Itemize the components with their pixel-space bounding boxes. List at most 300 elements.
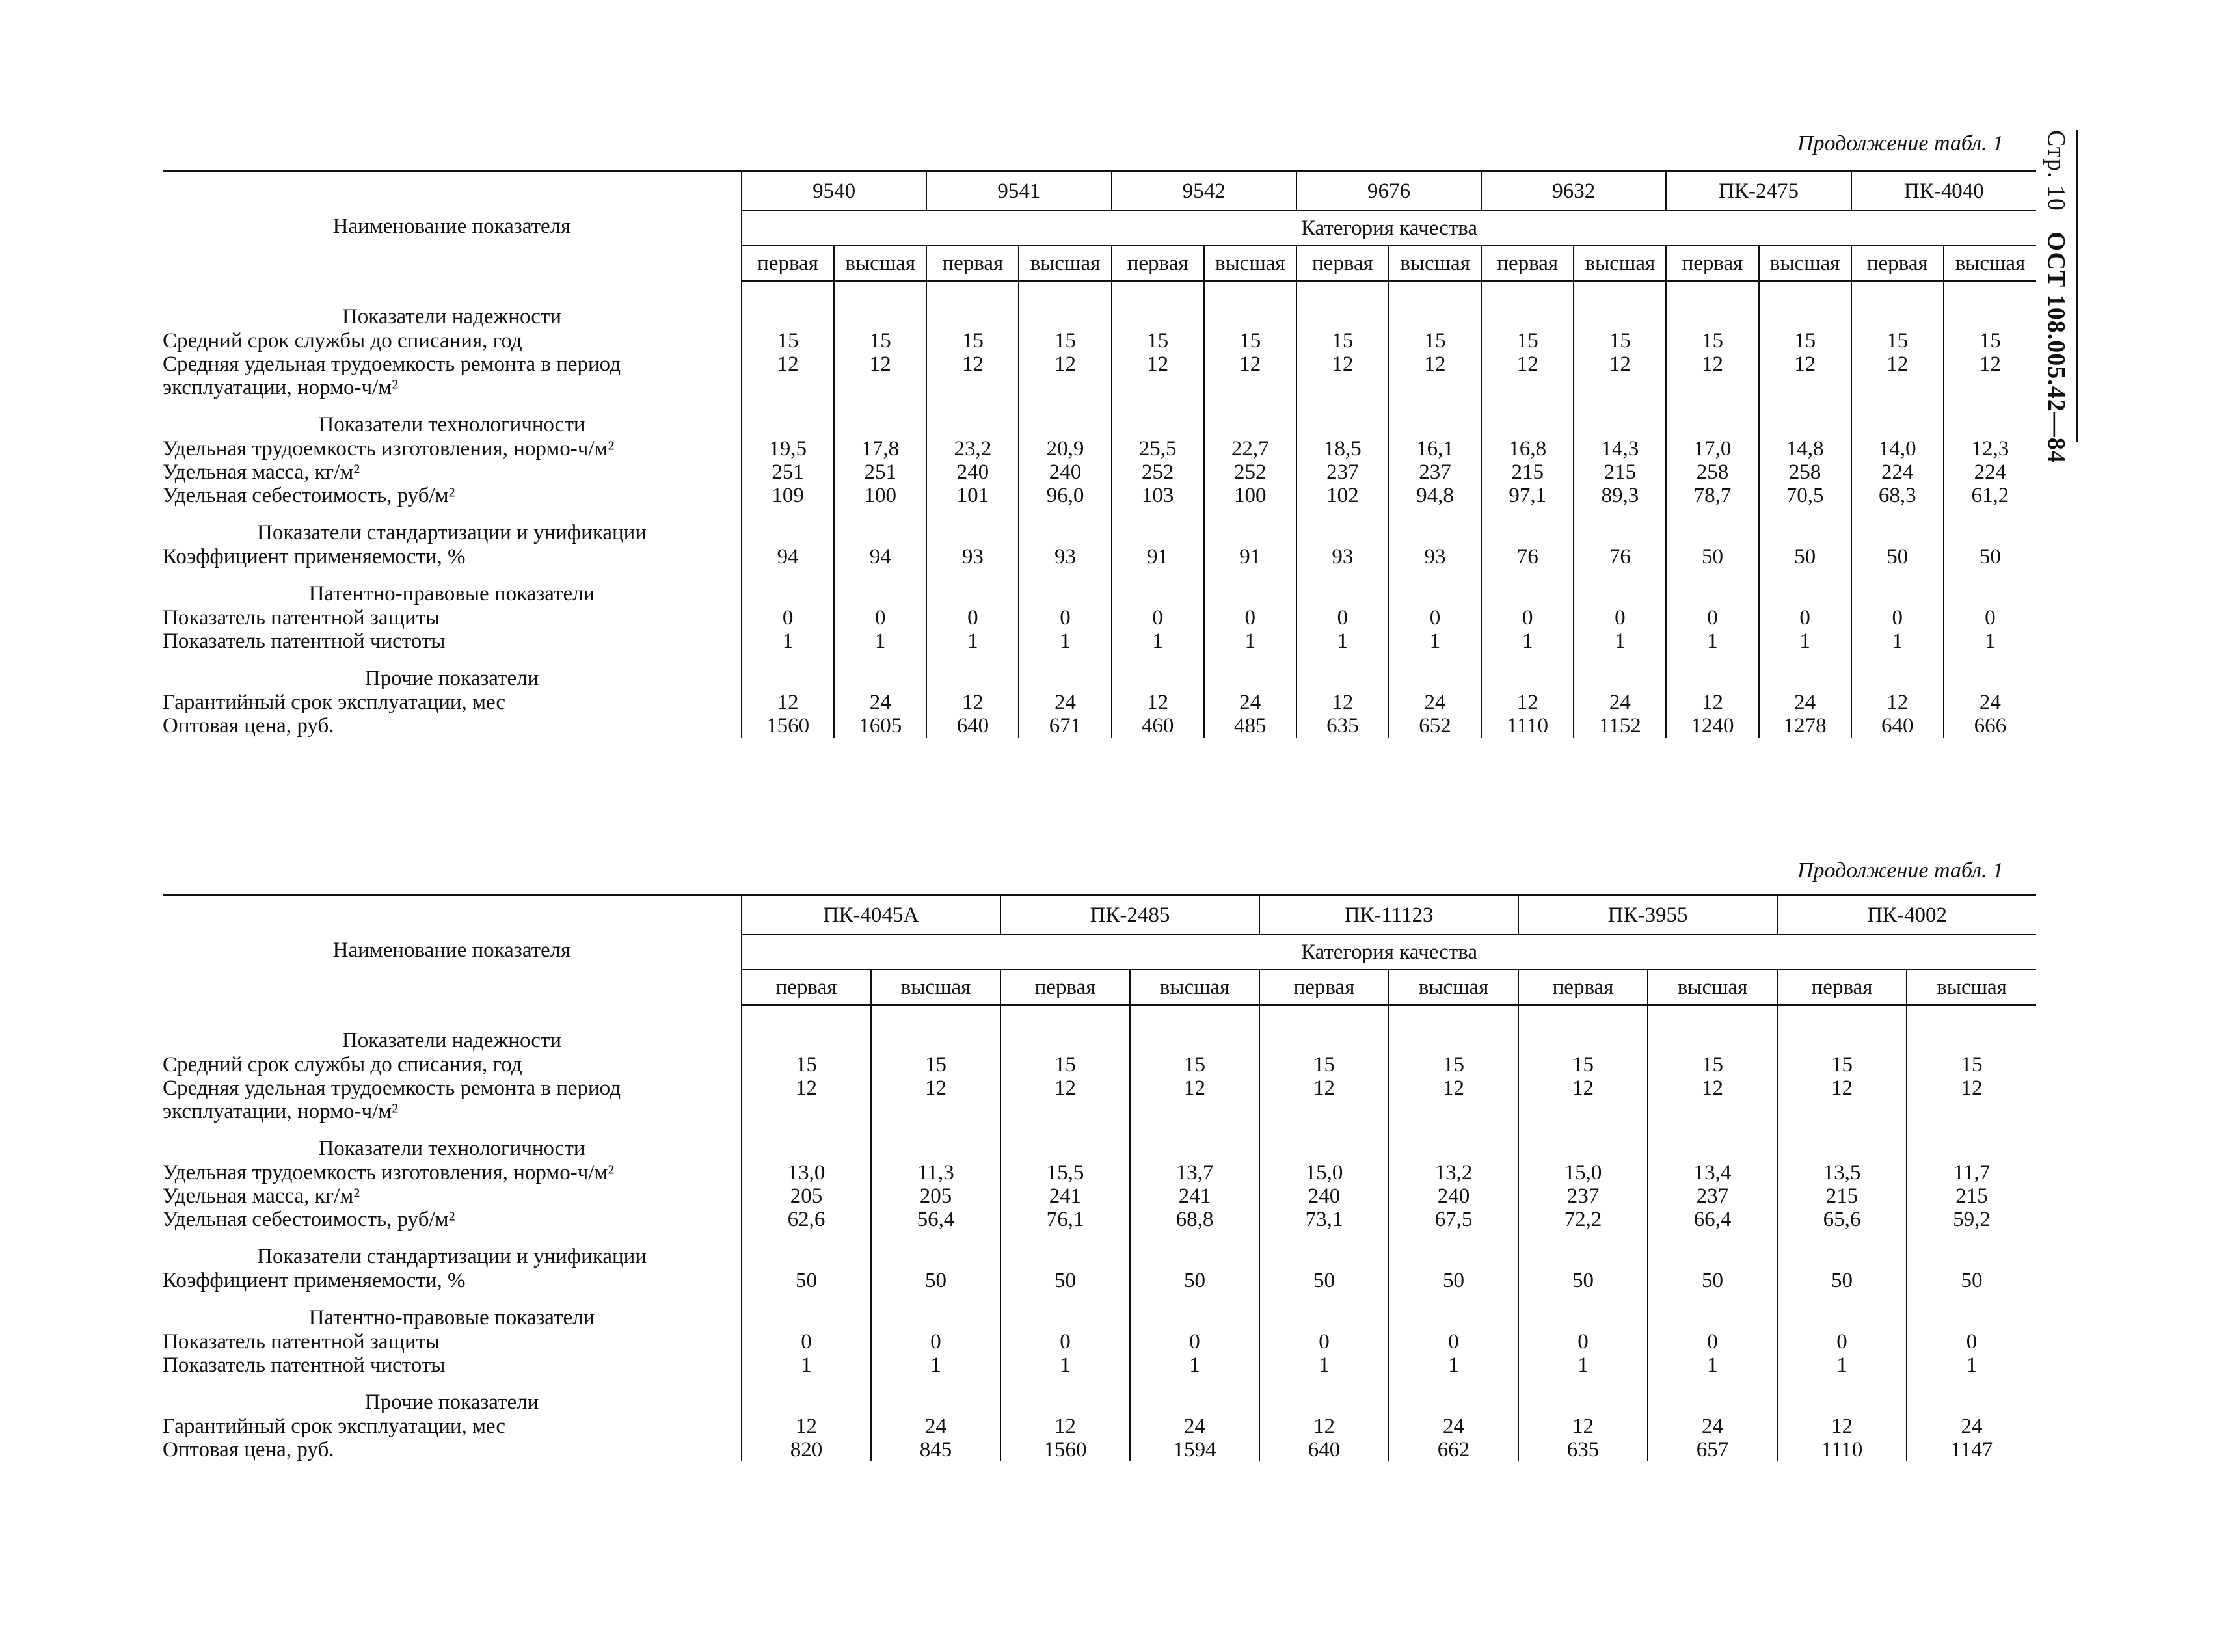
value: 72,2 (1564, 1208, 1602, 1231)
section-gap-cell (1518, 1231, 1648, 1269)
section-gap-cell (1851, 399, 1944, 437)
grade-high-header: высшая (1759, 246, 1851, 282)
value-cell (742, 1053, 871, 1123)
value: 12 (1313, 1076, 1335, 1100)
value: 0 (1060, 606, 1071, 630)
section-gap-cell (1130, 1123, 1259, 1161)
section-gap-cell (834, 399, 926, 437)
value: 19,5 (769, 437, 807, 460)
value: 662 (1437, 1438, 1470, 1461)
value: 15 (1332, 329, 1354, 353)
section-gap-cell (1296, 568, 1389, 606)
category-header: Категория качества (742, 211, 2036, 246)
value: 50 (1054, 1269, 1077, 1292)
section-gap-cell (1759, 653, 1851, 691)
value: 15,5 (1046, 1161, 1084, 1184)
section-gap-cell (871, 1123, 1000, 1161)
spacer-cell (742, 282, 834, 292)
indicator-label: Гарантийный срок эксплуатации, мес (163, 1415, 506, 1438)
value: 1 (1577, 1353, 1589, 1377)
section-gap-cell (1204, 653, 1296, 691)
value-cell (1666, 545, 1758, 568)
value: 240 (1437, 1184, 1470, 1208)
value-cell (1019, 606, 1111, 653)
data-row (163, 545, 2036, 568)
value: 89,3 (1601, 484, 1639, 507)
value: 67,5 (1434, 1208, 1473, 1231)
value: 12 (1184, 1076, 1206, 1100)
value: 24 (1443, 1415, 1465, 1438)
section-row (163, 291, 2036, 329)
spacer-cell (1389, 1006, 1518, 1016)
value-cell (1296, 437, 1389, 507)
value-cell (1019, 545, 1111, 568)
value-cell (1518, 1330, 1648, 1377)
section-gap-cell (1389, 653, 1481, 691)
value: 17,0 (1693, 437, 1732, 460)
value-cell (1851, 437, 1944, 507)
section-gap-cell (1000, 1231, 1130, 1269)
section-gap-cell (1777, 1015, 1907, 1053)
section-gap-cell (1648, 1231, 1777, 1269)
section-gap-cell (1019, 291, 1111, 329)
section-gap-cell (1112, 507, 1204, 545)
spacer-cell (1666, 282, 1758, 292)
model-header: 9632 (1481, 172, 1666, 211)
section-gap-cell (1777, 1123, 1907, 1161)
value: 12 (1831, 1415, 1853, 1438)
value-cell (1389, 691, 1481, 738)
value: 12 (1831, 1076, 1853, 1100)
section-gap-cell (742, 1015, 871, 1053)
value: 15 (1961, 1053, 1983, 1076)
section-gap-cell (1777, 1231, 1907, 1269)
section-title: Патентно-правовые показатели (308, 582, 595, 606)
section-gap-cell (742, 291, 834, 329)
value: 1152 (1598, 714, 1641, 738)
section-gap-cell (926, 568, 1019, 606)
value: 0 (1189, 1330, 1200, 1353)
value: 68,8 (1175, 1208, 1214, 1231)
document-code: ОСТ 108.005.42—84 (2043, 232, 2070, 464)
value-cell (1759, 545, 1851, 568)
value: 237 (1326, 460, 1359, 484)
value-cell (1389, 1161, 1518, 1231)
grade-first-header: первая (1259, 970, 1389, 1006)
section-gap-cell (1296, 653, 1389, 691)
value: 1 (1152, 630, 1163, 653)
value: 24 (925, 1415, 946, 1438)
value: 93 (1332, 545, 1354, 568)
section-gap-cell (1259, 1123, 1389, 1161)
value: 93 (961, 545, 984, 568)
spacer-row (163, 1006, 2036, 1016)
indicator-label: Оптовая цена, руб. (163, 714, 334, 738)
section-gap-cell (1907, 1377, 2036, 1415)
column-header-indicator-name: Наименование показателя (163, 172, 742, 282)
section-gap-cell (1000, 1123, 1130, 1161)
value: 78,7 (1693, 484, 1732, 507)
section-gap-cell (1481, 653, 1574, 691)
section-gap-cell (742, 568, 834, 606)
value: 50 (1961, 1269, 1983, 1292)
section-gap-cell (871, 1015, 1000, 1053)
value: 215 (1511, 460, 1544, 484)
section-gap-cell (1574, 399, 1666, 437)
value: 1 (1615, 630, 1626, 653)
value: 12 (796, 1415, 817, 1438)
data-row (163, 1269, 2036, 1292)
section-row (163, 1292, 2036, 1330)
value-cell (1907, 1161, 2036, 1231)
table-continuation-caption: Продолжение табл. 1 (1797, 131, 2004, 155)
value-cell (1481, 691, 1574, 738)
value: 635 (1326, 714, 1359, 738)
value: 635 (1566, 1438, 1600, 1461)
indicator-label: Удельная себестоимость, руб/м² (163, 484, 455, 507)
value: 820 (790, 1438, 823, 1461)
value: 15 (1831, 1053, 1853, 1076)
value-cell (1759, 329, 1851, 399)
indicator-label: Показатель патентной чистоты (163, 1353, 446, 1377)
value-cell (1944, 691, 2036, 738)
section-gap-cell (926, 399, 1019, 437)
data-row (163, 691, 2036, 738)
grade-high-header: высшая (1944, 246, 2036, 282)
section-title: Показатели технологичности (318, 413, 585, 436)
section-gap-cell (1204, 507, 1296, 545)
value: 12 (1794, 353, 1816, 376)
value-cell (871, 1161, 1000, 1231)
value: 15 (925, 1053, 946, 1076)
section-gap-cell (1259, 1292, 1389, 1330)
value-cell (1648, 1415, 1777, 1461)
grade-first-header: первая (1481, 246, 1574, 282)
value: 17,8 (861, 437, 900, 460)
value: 15 (1239, 329, 1261, 353)
value: 12,3 (1971, 437, 2009, 460)
indicator-label: Коэффициент применяемости, % (163, 1269, 466, 1292)
spacer-cell (1851, 282, 1944, 292)
section-gap-cell (1851, 568, 1944, 606)
value: 1 (930, 1353, 941, 1377)
section-title: Показатели технологичности (318, 1137, 585, 1160)
value-cell (1259, 1415, 1389, 1461)
section-gap-cell (1130, 1015, 1259, 1053)
value: 65,6 (1823, 1208, 1861, 1231)
data-row (163, 1161, 2036, 1231)
value: 12 (777, 353, 799, 376)
value: 101 (956, 484, 989, 507)
value: 258 (1788, 460, 1821, 484)
value-cell (1481, 437, 1574, 507)
page-number: Стр. 10 (2043, 130, 2070, 211)
section-title: Показатели стандартизации и унификации (257, 521, 647, 544)
data-row (163, 1415, 2036, 1461)
grade-high-header: высшая (1019, 246, 1111, 282)
section-gap-cell (1759, 291, 1851, 329)
value-cell (1481, 606, 1574, 653)
value: 0 (1892, 606, 1903, 630)
spacer-cell (926, 282, 1019, 292)
value: 671 (1049, 714, 1082, 738)
spacer-row (163, 282, 2036, 292)
value: 15 (777, 329, 799, 353)
value: 0 (801, 1330, 812, 1353)
section-row (163, 1015, 2036, 1053)
value: 70,5 (1786, 484, 1824, 507)
value: 25,5 (1138, 437, 1177, 460)
section-gap-cell (1389, 1292, 1518, 1330)
value-cell (926, 545, 1019, 568)
section-row (163, 568, 2036, 606)
value: 100 (864, 484, 896, 507)
spacer-cell (1296, 282, 1389, 292)
value-cell (1481, 545, 1574, 568)
value: 12 (1147, 691, 1169, 714)
value: 652 (1419, 714, 1451, 738)
value-cell (1204, 691, 1296, 738)
value-cell (1130, 1161, 1259, 1231)
value-cell (1851, 691, 1944, 738)
value: 1 (782, 630, 794, 653)
model-header: 9676 (1296, 172, 1481, 211)
spacer-cell (1204, 282, 1296, 292)
value-cell (1648, 1330, 1777, 1377)
section-gap-cell (1204, 399, 1296, 437)
value: 1594 (1173, 1438, 1216, 1461)
indicator-labels (163, 606, 742, 653)
value: 11,7 (1953, 1161, 1991, 1184)
value: 50 (1184, 1269, 1206, 1292)
section-gap-cell (1944, 399, 2036, 437)
value: 12 (1054, 1076, 1077, 1100)
value-cell (1112, 606, 1204, 653)
value: 15 (1054, 329, 1076, 353)
value-cell (1777, 1330, 1907, 1377)
value-cell (1130, 1269, 1259, 1292)
value: 0 (1799, 606, 1810, 630)
value: 12 (1516, 691, 1538, 714)
value-cell (742, 437, 834, 507)
section-gap-cell (1204, 291, 1296, 329)
value: 12 (925, 1076, 946, 1100)
section-gap-cell (871, 1292, 1000, 1330)
section-gap-cell (1907, 1292, 2036, 1330)
value: 18,5 (1324, 437, 1362, 460)
value-cell (926, 606, 1019, 653)
value-cell (1000, 1161, 1130, 1231)
value-cell (1666, 691, 1758, 738)
spacer-cell (1574, 282, 1666, 292)
value-cell (1907, 1053, 2036, 1123)
section-gap-cell (1259, 1015, 1389, 1053)
section-gap-cell (1000, 1015, 1130, 1053)
indicator-label: Средний срок службы до списания, год (163, 1053, 522, 1076)
value: 1 (1429, 630, 1441, 653)
indicator-labels (163, 1053, 742, 1123)
value: 1 (1707, 1353, 1718, 1377)
grade-high-header: высшая (1574, 246, 1666, 282)
value: 215 (1825, 1184, 1859, 1208)
side-rule (2076, 130, 2078, 442)
section-gap-cell (1518, 1015, 1648, 1053)
value: 241 (1049, 1184, 1082, 1208)
data-row (163, 329, 2036, 399)
value-cell (1389, 1330, 1518, 1377)
value-cell (926, 437, 1019, 507)
value: 0 (1522, 606, 1533, 630)
value: 50 (1702, 1269, 1724, 1292)
indicator-labels (163, 691, 742, 738)
value: 12 (1609, 353, 1631, 376)
data-row (163, 1053, 2036, 1123)
section-title: Показатели стандартизации и унификации (257, 1245, 647, 1268)
value-cell (1130, 1415, 1259, 1461)
value: 24 (1239, 691, 1261, 714)
value: 1 (1448, 1353, 1459, 1377)
section-gap-cell (1481, 291, 1574, 329)
grade-high-header: высшая (1648, 970, 1777, 1006)
value: 12 (1886, 353, 1909, 376)
value-cell (1389, 1269, 1518, 1292)
value: 15 (1054, 1053, 1077, 1076)
indicator-labels (163, 545, 742, 568)
value: 0 (1429, 606, 1441, 630)
indicator-label: Показатель патентной защиты (163, 1330, 440, 1353)
section-row (163, 507, 2036, 545)
value: 109 (772, 484, 804, 507)
section-gap-cell (834, 507, 926, 545)
value-cell (1389, 329, 1481, 399)
section-gap-cell (1944, 653, 2036, 691)
value: 59,2 (1953, 1208, 1991, 1231)
spacer-cell (1518, 1006, 1648, 1016)
section-gap-cell (1648, 1292, 1777, 1330)
section-gap-cell (1907, 1123, 2036, 1161)
section-gap-cell (1851, 507, 1944, 545)
value: 50 (1886, 545, 1909, 568)
value: 0 (1707, 606, 1718, 630)
section-title: Прочие показатели (364, 667, 539, 690)
section-gap-cell (1518, 1123, 1648, 1161)
section-gap-cell (1648, 1015, 1777, 1053)
section-gap-cell (1944, 507, 2036, 545)
value: 73,1 (1305, 1208, 1343, 1231)
value: 93 (1054, 545, 1076, 568)
grade-first-header: первая (1518, 970, 1648, 1006)
value: 50 (1701, 545, 1723, 568)
value: 15 (1147, 329, 1169, 353)
model-header: 9540 (742, 172, 926, 211)
value: 1 (1319, 1353, 1330, 1377)
value: 12 (1054, 1415, 1077, 1438)
value-cell (1000, 1415, 1130, 1461)
section-gap-cell (834, 653, 926, 691)
value: 215 (1955, 1184, 1988, 1208)
value: 215 (1604, 460, 1637, 484)
section-gap-cell (1130, 1231, 1259, 1269)
value: 15,0 (1564, 1161, 1602, 1184)
value-cell (742, 1161, 871, 1231)
value: 460 (1141, 714, 1174, 738)
value: 50 (925, 1269, 946, 1292)
value: 251 (772, 460, 804, 484)
section-gap-cell (1000, 1377, 1130, 1415)
category-header: Категория качества (742, 935, 2036, 970)
section-gap-cell (1759, 568, 1851, 606)
value: 0 (1707, 1330, 1718, 1353)
section-gap-cell (742, 1377, 871, 1415)
value-cell (1777, 1053, 1907, 1123)
value: 94 (777, 545, 799, 568)
value: 13,2 (1434, 1161, 1473, 1184)
section-title: Патентно-правовые показатели (308, 1306, 595, 1329)
value: 12 (1979, 353, 2001, 376)
section-gap-cell (1296, 507, 1389, 545)
value: 56,4 (917, 1208, 955, 1231)
value: 22,7 (1231, 437, 1269, 460)
value: 12 (1332, 353, 1354, 376)
value-cell (1000, 1053, 1130, 1123)
value: 485 (1234, 714, 1267, 738)
value: 1 (1244, 630, 1256, 653)
value-cell (1574, 437, 1666, 507)
value: 0 (1615, 606, 1626, 630)
grade-high-header: высшая (834, 246, 926, 282)
value: 50 (1794, 545, 1816, 568)
section-gap-cell (1389, 291, 1481, 329)
value: 93 (1424, 545, 1446, 568)
section-gap-cell (1389, 1015, 1518, 1053)
header-row-models (163, 172, 2036, 211)
value-cell (1759, 437, 1851, 507)
grade-first-header: первая (742, 246, 834, 282)
indicator-label: Средняя удельная трудоемкость ремонта в период эксплуатации, нормо-ч/м² (163, 1076, 621, 1123)
value-cell (1574, 606, 1666, 653)
indicator-label: Показатель патентной защиты (163, 606, 440, 630)
value: 1 (967, 630, 978, 653)
value-cell (1259, 1330, 1389, 1377)
value: 68,3 (1878, 484, 1916, 507)
indicator-labels (163, 1330, 742, 1377)
indicator-label: Удельная себестоимость, руб/м² (163, 1208, 455, 1231)
indicator-label: Удельная масса, кг/м² (163, 460, 360, 484)
section-gap-cell (1389, 1123, 1518, 1161)
value: 12 (1701, 691, 1723, 714)
value-cell (1944, 606, 2036, 653)
value: 76 (1609, 545, 1631, 568)
section-gap-cell (1574, 653, 1666, 691)
value: 12 (1443, 1076, 1465, 1100)
section-gap-cell (1666, 653, 1758, 691)
spacer-cell (834, 282, 926, 292)
value: 657 (1696, 1438, 1729, 1461)
spacer-cell (1259, 1006, 1389, 1016)
value: 237 (1696, 1184, 1729, 1208)
value: 12 (1313, 1415, 1335, 1438)
value-cell (834, 606, 926, 653)
spacer-cell (163, 1006, 742, 1016)
value: 50 (1572, 1269, 1594, 1292)
section-row (163, 1377, 2036, 1415)
value-cell (1389, 1053, 1518, 1123)
value: 12 (1054, 353, 1076, 376)
section-gap-cell (1019, 653, 1111, 691)
data-row (163, 437, 2036, 507)
value: 205 (790, 1184, 823, 1208)
section-gap-cell (1389, 1377, 1518, 1415)
